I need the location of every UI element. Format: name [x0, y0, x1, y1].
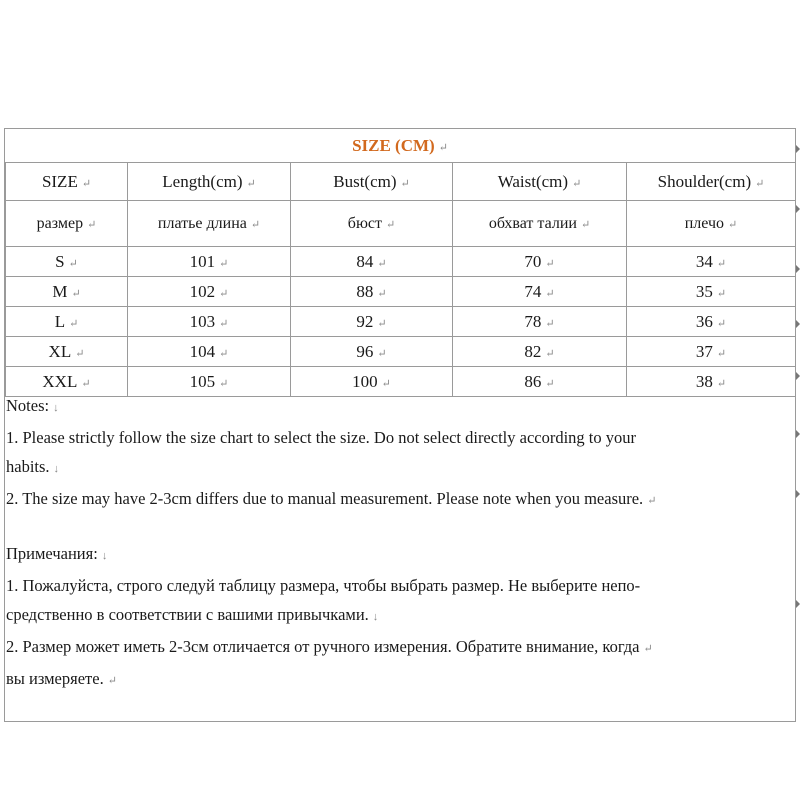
notes-ru-heading: Примечания: ↓ — [6, 544, 108, 563]
header-cell: Waist(cm) ↵ — [453, 163, 627, 201]
header-row-en — [6, 163, 796, 201]
header-cell: Length(cm) ↵ — [128, 163, 291, 201]
shoulder-cell: 38 ↵ — [627, 367, 796, 397]
edge-marker-icon — [796, 490, 800, 498]
shoulder-cell: 35 ↵ — [627, 277, 796, 307]
waist-cell: 82 ↵ — [453, 337, 627, 367]
length-cell: 101 ↵ — [128, 247, 291, 277]
notes-en-line: 1. Please strictly follow the size chart to select the size. Do not select directly according to your — [6, 428, 637, 447]
header-cell: Bust(cm) ↵ — [291, 163, 453, 201]
size-cell: L ↵ — [6, 307, 128, 337]
notes-block — [5, 391, 796, 696]
waist-cell: 78 ↵ — [453, 307, 627, 337]
shoulder-cell: 37 ↵ — [627, 337, 796, 367]
header-cell-ru: платье длина ↵ — [128, 201, 291, 247]
length-cell: 103 ↵ — [128, 307, 291, 337]
header-cell-ru: размер ↵ — [6, 201, 128, 247]
size-table-title-row — [5, 129, 795, 163]
edge-marker-icon — [796, 145, 800, 153]
shoulder-cell: 36 ↵ — [627, 307, 796, 337]
header-cell-ru: плечо ↵ — [627, 201, 796, 247]
edge-marker-icon — [796, 600, 800, 608]
header-cell-ru: бюст ↵ — [291, 201, 453, 247]
notes-ru-line: средственно в соответствии с вашими привычками. ↓ — [6, 605, 379, 624]
bust-cell: 100 ↵ — [291, 367, 453, 397]
table-row — [6, 337, 796, 367]
header-row-ru — [6, 201, 796, 247]
table-row — [6, 277, 796, 307]
size-table — [5, 162, 796, 397]
header-cell-ru: обхват талии ↵ — [453, 201, 627, 247]
size-chart-sheet — [4, 128, 796, 722]
length-cell: 105 ↵ — [128, 367, 291, 397]
length-cell: 104 ↵ — [128, 337, 291, 367]
waist-cell: 70 ↵ — [453, 247, 627, 277]
paragraph-mark-icon: ↵ — [438, 142, 448, 154]
notes-en-line: 2. The size may have 2-3cm differs due to manual measurement. Please note when you measure. ↵ — [6, 489, 657, 508]
waist-cell: 86 ↵ — [453, 367, 627, 397]
size-cell: M ↵ — [6, 277, 128, 307]
edge-marker-icon — [796, 430, 800, 438]
edge-marker-icon — [796, 372, 800, 380]
notes-en-heading: Notes: ↓ — [6, 396, 59, 415]
bust-cell: 84 ↵ — [291, 247, 453, 277]
size-cell: XXL ↵ — [6, 367, 128, 397]
header-cell: SIZE ↵ — [6, 163, 128, 201]
shoulder-cell: 34 ↵ — [627, 247, 796, 277]
bust-cell: 88 ↵ — [291, 277, 453, 307]
size-cell: XL ↵ — [6, 337, 128, 367]
edge-marker-icon — [796, 205, 800, 213]
waist-cell: 74 ↵ — [453, 277, 627, 307]
edge-marker-icon — [796, 320, 800, 328]
size-table-title: SIZE (CM) — [352, 136, 435, 155]
bust-cell: 96 ↵ — [291, 337, 453, 367]
edge-marker-icon — [796, 265, 800, 273]
notes-ru-line: 2. Размер может иметь 2-3см отличается от ручного измерения. Обратите внимание, когда ↵ — [6, 637, 653, 656]
length-cell: 102 ↵ — [128, 277, 291, 307]
size-cell: S ↵ — [6, 247, 128, 277]
notes-en-line: habits. ↓ — [6, 457, 60, 476]
table-row — [6, 307, 796, 337]
header-cell: Shoulder(cm) ↵ — [627, 163, 796, 201]
bust-cell: 92 ↵ — [291, 307, 453, 337]
notes-ru-line: вы измеряете. ↵ — [6, 669, 117, 688]
table-row — [6, 247, 796, 277]
notes-ru-line: 1. Пожалуйста, строго следуй таблицу размера, чтобы выбрать размер. Не выберите непо- — [6, 576, 641, 595]
